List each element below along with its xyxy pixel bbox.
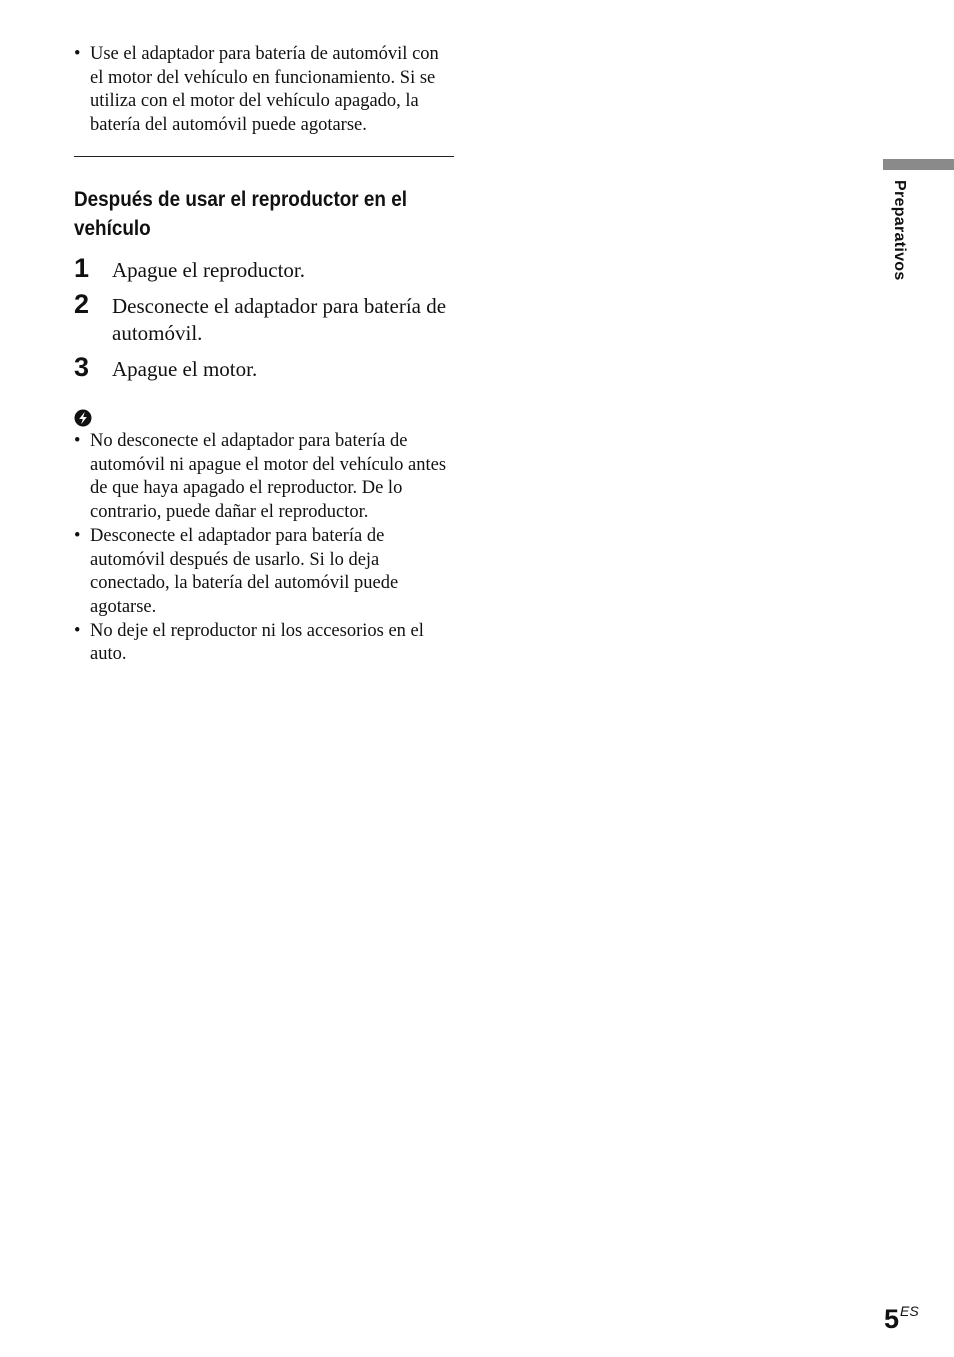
step-number: 1 [74,253,90,283]
side-tab-marker [883,159,954,170]
side-tab-label: Preparativos [891,180,908,281]
note-text: Use el adaptador para batería de automóvil con el motor del vehículo en funcionamiento. Si se utiliza con el motor del vehículo apagado, la batería del automóvil puede agotarse. [90,44,439,136]
section-divider [74,156,454,157]
list-item: • Desconecte el adaptador para batería de automóvil después de usarlo. Si lo deja conectado, la batería del automóvil puede agotarse. [74,525,399,617]
page-number-value: 5 [884,1304,900,1334]
section-heading: Después de usar el reproductor en el vehículo [74,188,407,240]
step-text: Apague el motor. [112,357,258,381]
note-text: Desconecte el adaptador para batería de automóvil después de usarlo. Si lo deja conectado, la batería del automóvil puede agotarse. [90,525,399,617]
note-text: No deje el reproductor ni los accesorios en el auto. [90,620,424,665]
note-text: No desconecte el adaptador para batería de automóvil ni apague el motor del vehículo antes de que haya apagado el reproductor. De lo contrario, puede dañar el reproductor. [90,431,447,523]
step-number: 2 [74,289,90,319]
list-item: • Use el adaptador para batería de automóvil con el motor del vehículo en funcionamiento. Si se utiliza con el motor del vehículo apagado, la batería del automóvil puede agotarse. [74,44,439,136]
list-item: • No desconecte el adaptador para batería de automóvil ni apague el motor del vehículo antes de que haya apagado el reproductor. De lo contrario, puede dañar el reproductor. [74,431,447,523]
caution-icon [74,409,92,427]
step-text: Apague el reproductor. [112,258,306,282]
caution-notes-list [74,430,456,667]
page-number [884,1295,919,1335]
list-item: • No deje el reproductor ni los accesorios en el auto. [74,620,424,665]
page-language-suffix: ES [900,1303,919,1319]
step-number: 3 [74,352,90,382]
step-text: Desconecte el adaptador para batería de automóvil. [112,294,447,345]
top-notes-list [74,43,456,138]
